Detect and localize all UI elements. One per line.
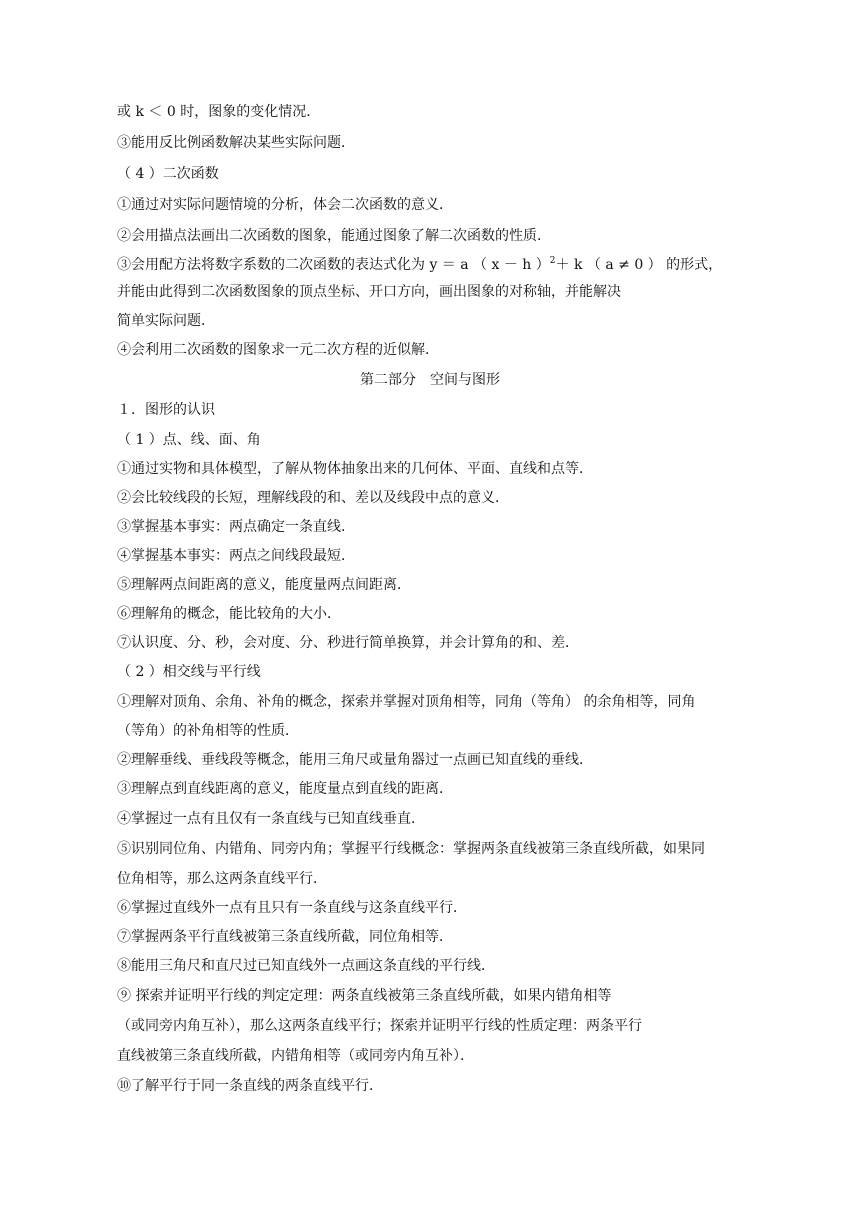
text-line: ④掌握过一点有且仅有一条直线与已知直线垂直．	[117, 811, 425, 827]
text-line: ③理解点到直线距离的意义，能度量点到直线的距离．	[117, 781, 453, 797]
text-line: ②会比较线段的长短，理解线段的和、差以及线段中点的意义．	[117, 490, 509, 506]
text-line: 位角相等，那么这两条直线平行．	[117, 871, 327, 887]
text-line: ②会用描点法画出二次函数的图象，能通过图象了解二次函数的性质．	[117, 228, 551, 244]
formula-text-a: ③会用配方法将数字系数的二次函数的表达式化为 y ＝ a （ x － h ）	[117, 257, 550, 273]
text-line: ③掌握基本事实：两点确定一条直线．	[117, 519, 355, 535]
subsection-heading: （ 2 ）相交线与平行线	[117, 664, 261, 680]
formula-line	[117, 252, 750, 274]
text-line: ⑦认识度、分、秒，会对度、分、秒进行简单换算，并会计算角的和、差．	[117, 635, 579, 651]
text-line: （等角）的补角相等的性质．	[117, 723, 299, 739]
text-line: ⑤理解两点间距离的意义，能度量两点间距离．	[117, 577, 411, 593]
part-title: 第二部分 空间与图形	[360, 372, 500, 388]
text-line: ⑥掌握过直线外一点有且只有一条直线与这条直线平行．	[117, 900, 467, 916]
text-line: ①通过对实际问题情境的分析，体会二次函数的意义．	[117, 197, 453, 213]
text-line: ⑧能用三角尺和直尺过已知直线外一点画这条直线的平行线．	[117, 958, 495, 974]
text-line: ①理解对顶角、余角、补角的概念，探索并掌握对顶角相等，同角（等角） 的余角相等，同角	[117, 694, 696, 710]
text-line: ⑨ 探索并证明平行线的判定定理：两条直线被第三条直线所截，如果内错角相等	[117, 988, 612, 1004]
text-line: ②理解垂线、垂线段等概念，能用三角尺或量角器过一点画已知直线的垂线．	[117, 752, 593, 768]
subsection-heading: （ 1 ）点、线、面、角	[117, 432, 261, 448]
subsection-heading: （ 4 ）二次函数	[117, 166, 219, 182]
text-line: 或 k ＜ 0 时，图象的变化情况．	[117, 104, 321, 120]
section-heading: １．图形的认识	[117, 402, 215, 418]
exponent: 2	[549, 256, 556, 266]
text-line: ⑤识别同位角、内错角、同旁内角；掌握平行线概念：掌握两条直线被第三条直线所截，如果同	[117, 841, 705, 857]
formula-text-b: ＋ k （ a ≠ 0 ） 的形式，	[555, 257, 723, 273]
text-line: （或同旁内角互补），那么这两条直线平行；探索并证明平行线的性质定理：两条平行	[117, 1018, 642, 1034]
text-line: 并能由此得到二次函数图象的顶点坐标、开口方向，画出图象的对称轴，并能解决	[117, 284, 621, 300]
text-line: ⑥理解角的概念，能比较角的大小．	[117, 606, 341, 622]
text-line: ③能用反比例函数解决某些实际问题．	[117, 135, 355, 151]
text-line: ④会利用二次函数的图象求一元二次方程的近似解．	[117, 342, 439, 358]
text-line: 直线被第三条直线所截，内错角相等（或同旁内角互补）．	[117, 1048, 474, 1064]
text-line: ①通过实物和具体模型，了解从物体抽象出来的几何体、平面、直线和点等．	[117, 461, 593, 477]
text-line: ⑩了解平行于同一条直线的两条直线平行．	[117, 1078, 383, 1094]
text-line: ④掌握基本事实：两点之间线段最短．	[117, 548, 355, 564]
text-line: ⑦掌握两条平行直线被第三条直线所截，同位角相等．	[117, 929, 453, 945]
text-line: 简单实际问题．	[117, 313, 215, 329]
